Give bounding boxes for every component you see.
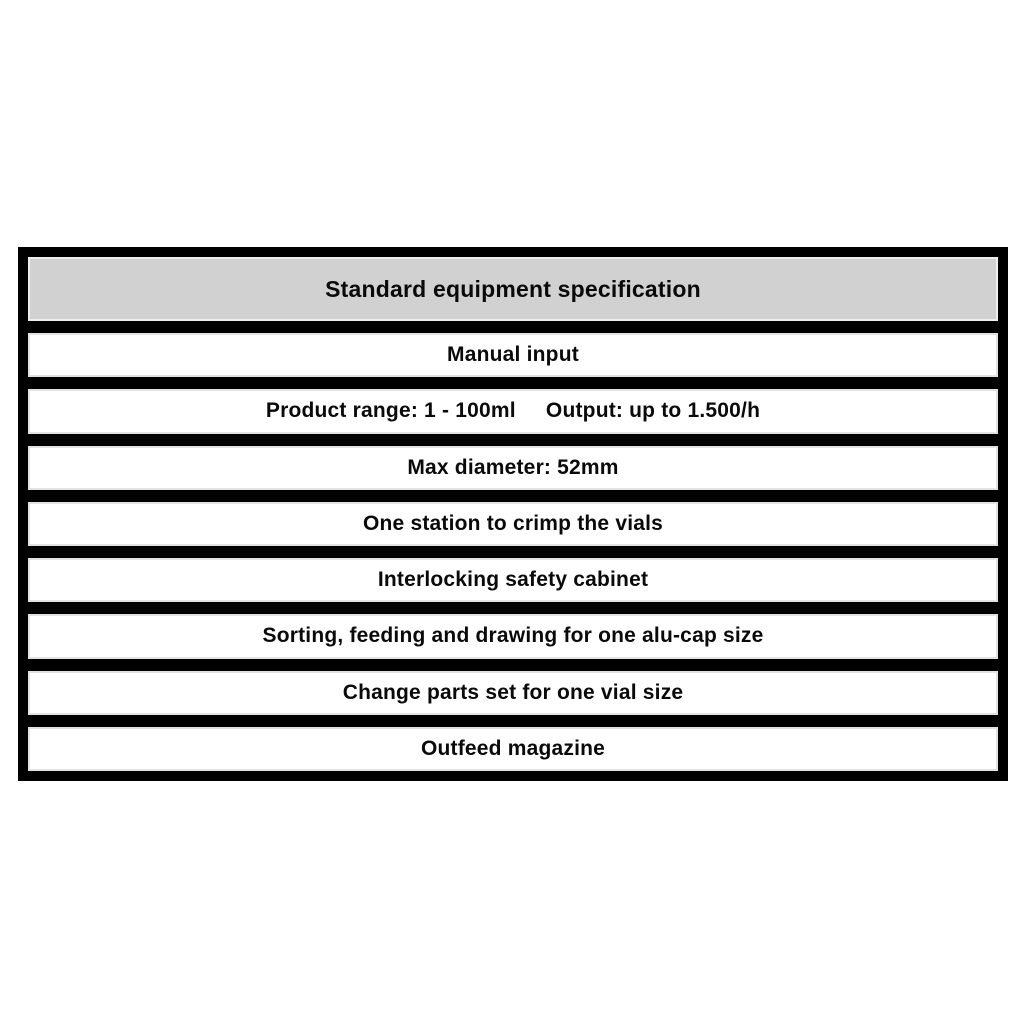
spec-table-header: Standard equipment specification xyxy=(28,257,998,321)
spec-row-max-diameter: Max diameter: 52mm xyxy=(28,446,998,490)
spec-row-outfeed-magazine: Outfeed magazine xyxy=(28,727,998,771)
spec-row-safety-cabinet: Interlocking safety cabinet xyxy=(28,558,998,602)
spec-row-manual-input: Manual input xyxy=(28,333,998,377)
spec-row-change-parts: Change parts set for one vial size xyxy=(28,671,998,715)
spec-row-crimp-station: One station to crimp the vials xyxy=(28,502,998,546)
spec-row-product-range-output: Product range: 1 - 100ml Output: up to 1.500/h xyxy=(28,389,998,433)
spec-row-alu-cap-sorting: Sorting, feeding and drawing for one alu-cap size xyxy=(28,614,998,658)
equipment-spec-table xyxy=(18,247,1008,781)
